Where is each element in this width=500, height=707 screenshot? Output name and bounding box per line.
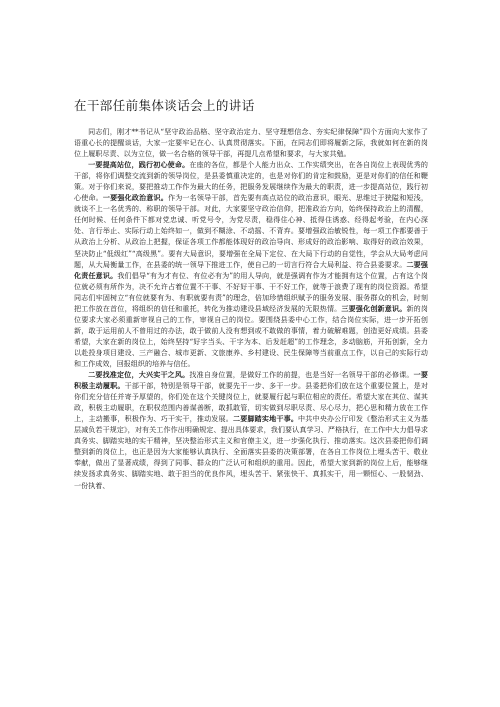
paragraph bbox=[74, 369, 428, 491]
document-body bbox=[74, 126, 428, 491]
text-run: 我们倡导“有为才有位、有位必有为”的用人导向，就是强调有作为才能拥有这个位置，占有这个岗位就必须有所作为，决不允许占着位置不干事、不好好干事、干不好工作，就等于浪费了现有的岗位资源。希望同志们牢固树立“有位就要有为、有职就要有责”的理念，倍加珍惜组织赋予的服务发展、服务群众的机会，时刻把工作放在首位，将组织的信任和重托，转化为推动建设县域经济发展的无限热情。 bbox=[74, 270, 428, 313]
text-run: 同志们，刚才**书记从“坚守政治品格、坚守政治定力、坚守理想信念、夯实纪律保障”四个方面向大家作了语重心长的提醒谈话，大家一定要牢记在心、认真贯彻落实。下面，在同志们即将履新之际，我就如何在新的岗位上履职尽责、以为立位，做一名合格的领导干部，再提几点希望和要求，与大家共勉。 bbox=[74, 127, 428, 159]
text-run: 干部干部，特别是领导干部，就要先干一步、多干一步。县委把你们放在这个重要位置上，是对你们充分信任并寄予厚望的，你们处在这个关键岗位上，就要履行起与职位相应的责任。希望大家在其位、谋其政，积极主动履职，在职权范围内善谋善断，敢抓敢管，切实做到尽职尽责、尽心尽力，把心思和精力放在工作上，主动搬事，积极作为、巧干实干，推动发展。 bbox=[74, 381, 428, 424]
paragraph bbox=[74, 126, 428, 159]
bold-heading-run: 一要提高站位，践行初心使命。 bbox=[88, 160, 190, 170]
text-run: 新的岗位要求大家必须重新审视自己的工作，审视自己的岗位。要围绕县委中心工作，结合岗位实际，进一步开拓创新，敢于运用前人不曾用过的办法，敢于做前人没有想到或不敢做的事情，着力破解难题，创造更好成绩。县委希望，大家在新的岗位上，始终坚持“好字当头、干字为本、后发赶超”的工作理念，多动脑筋，开拓创新，全力以赴投身项目建设、三产融合、城市更新、文旅康养、乡村建设、民生保障等当前重点工作，以自己的实际行动和工作成效，回报组织的培养与信任。 bbox=[74, 303, 429, 368]
text-run: 找准自身位置，是做好工作的前提，也是当好一名领导干部的必修课。 bbox=[189, 370, 414, 380]
text-run: 作为一名领导干部，首先要有高点站位的政治意识，眼光、思维过于狭隘和短浅，就谈不上一名优秀的、称职的领导干部。对此，大家要坚守政治信仰，把准政治方向，始终保持政治上的清醒，任何时候、任何条件下都对党忠诚、听党号令，为党尽责，稳得住心神、抵得住诱惑、经得起考验，在内心深处、言行举止、实际行动上始终如一，做到不糊涂、不动摇、不背弃。要增强政治敏锐性，每一项工作都要善于从政治上分析、从政治上把握，保证各项工作都能体现好的政治导向、形成好的政治影响、取得好的政治效果，坚决防止“低级红”“高级黑”。要有大局意识，要增强在全局下定位、在大局下行动的自觉性，学会从大局考虑问题，从大局衡量工作，在县委的统一领导下推进工作，使自己的一切言行符合大局利益、符合县委要求。 bbox=[74, 193, 429, 269]
text-run: 在座的各位，都是个人能力出众、工作实绩突出，在各自岗位上表现优秀的干部，将你们调整交流到新的领导岗位，是县委慎重决定的，也是对你们的肯定和鼓励，更是对你们的信任和鞭策。对于你们来说，要把推动工作作为最大的任务，把服务发展继续作为最大的职责，进一步提高站位，践行初心使命。 bbox=[74, 160, 429, 203]
bold-heading-run: 一要积极主动履职。 bbox=[74, 370, 429, 391]
bold-heading-run: 二要脚踏实地干事。 bbox=[233, 414, 299, 424]
bold-heading-run: 二要强化责任意识。 bbox=[74, 259, 428, 280]
bold-heading-run: 二要找准定位，大兴实干之风。 bbox=[88, 370, 190, 380]
paragraph bbox=[74, 159, 428, 369]
document-title: 在干部任前集体谈话会上的讲话 bbox=[74, 98, 255, 113]
bold-heading-run: 三要强化创新意识。 bbox=[341, 303, 407, 313]
text-run: 中共中央办公厅印发《整治形式主义为基层减负若干规定》，对有关工作作出明确规定、提出具体要求，我们要认真学习、严格执行，在工作中大力倡导求真务实、脚踏实地的实干精神，坚决整治形式主义和官僚主义，进一步强化执行、推动落实。这次县委把你们调整到新的岗位上，也正是因为大家能够认真执行、全面落实县委的决策部署，在各自工作岗位上埋头苦干、敬业奉献，做出了显著成绩，得到了同事、群众的广泛认可和组织的重用。因此，希望大家到新的岗位上后，能够继续发扬求真务实、脚踏实地、敢于担当的优良作风，埋头苦干、紧张快干、真抓实干，用一颗恒心、一股韧劲、一份执着、 bbox=[74, 414, 428, 490]
bold-heading-run: 一要强化政治意识。 bbox=[102, 193, 168, 203]
